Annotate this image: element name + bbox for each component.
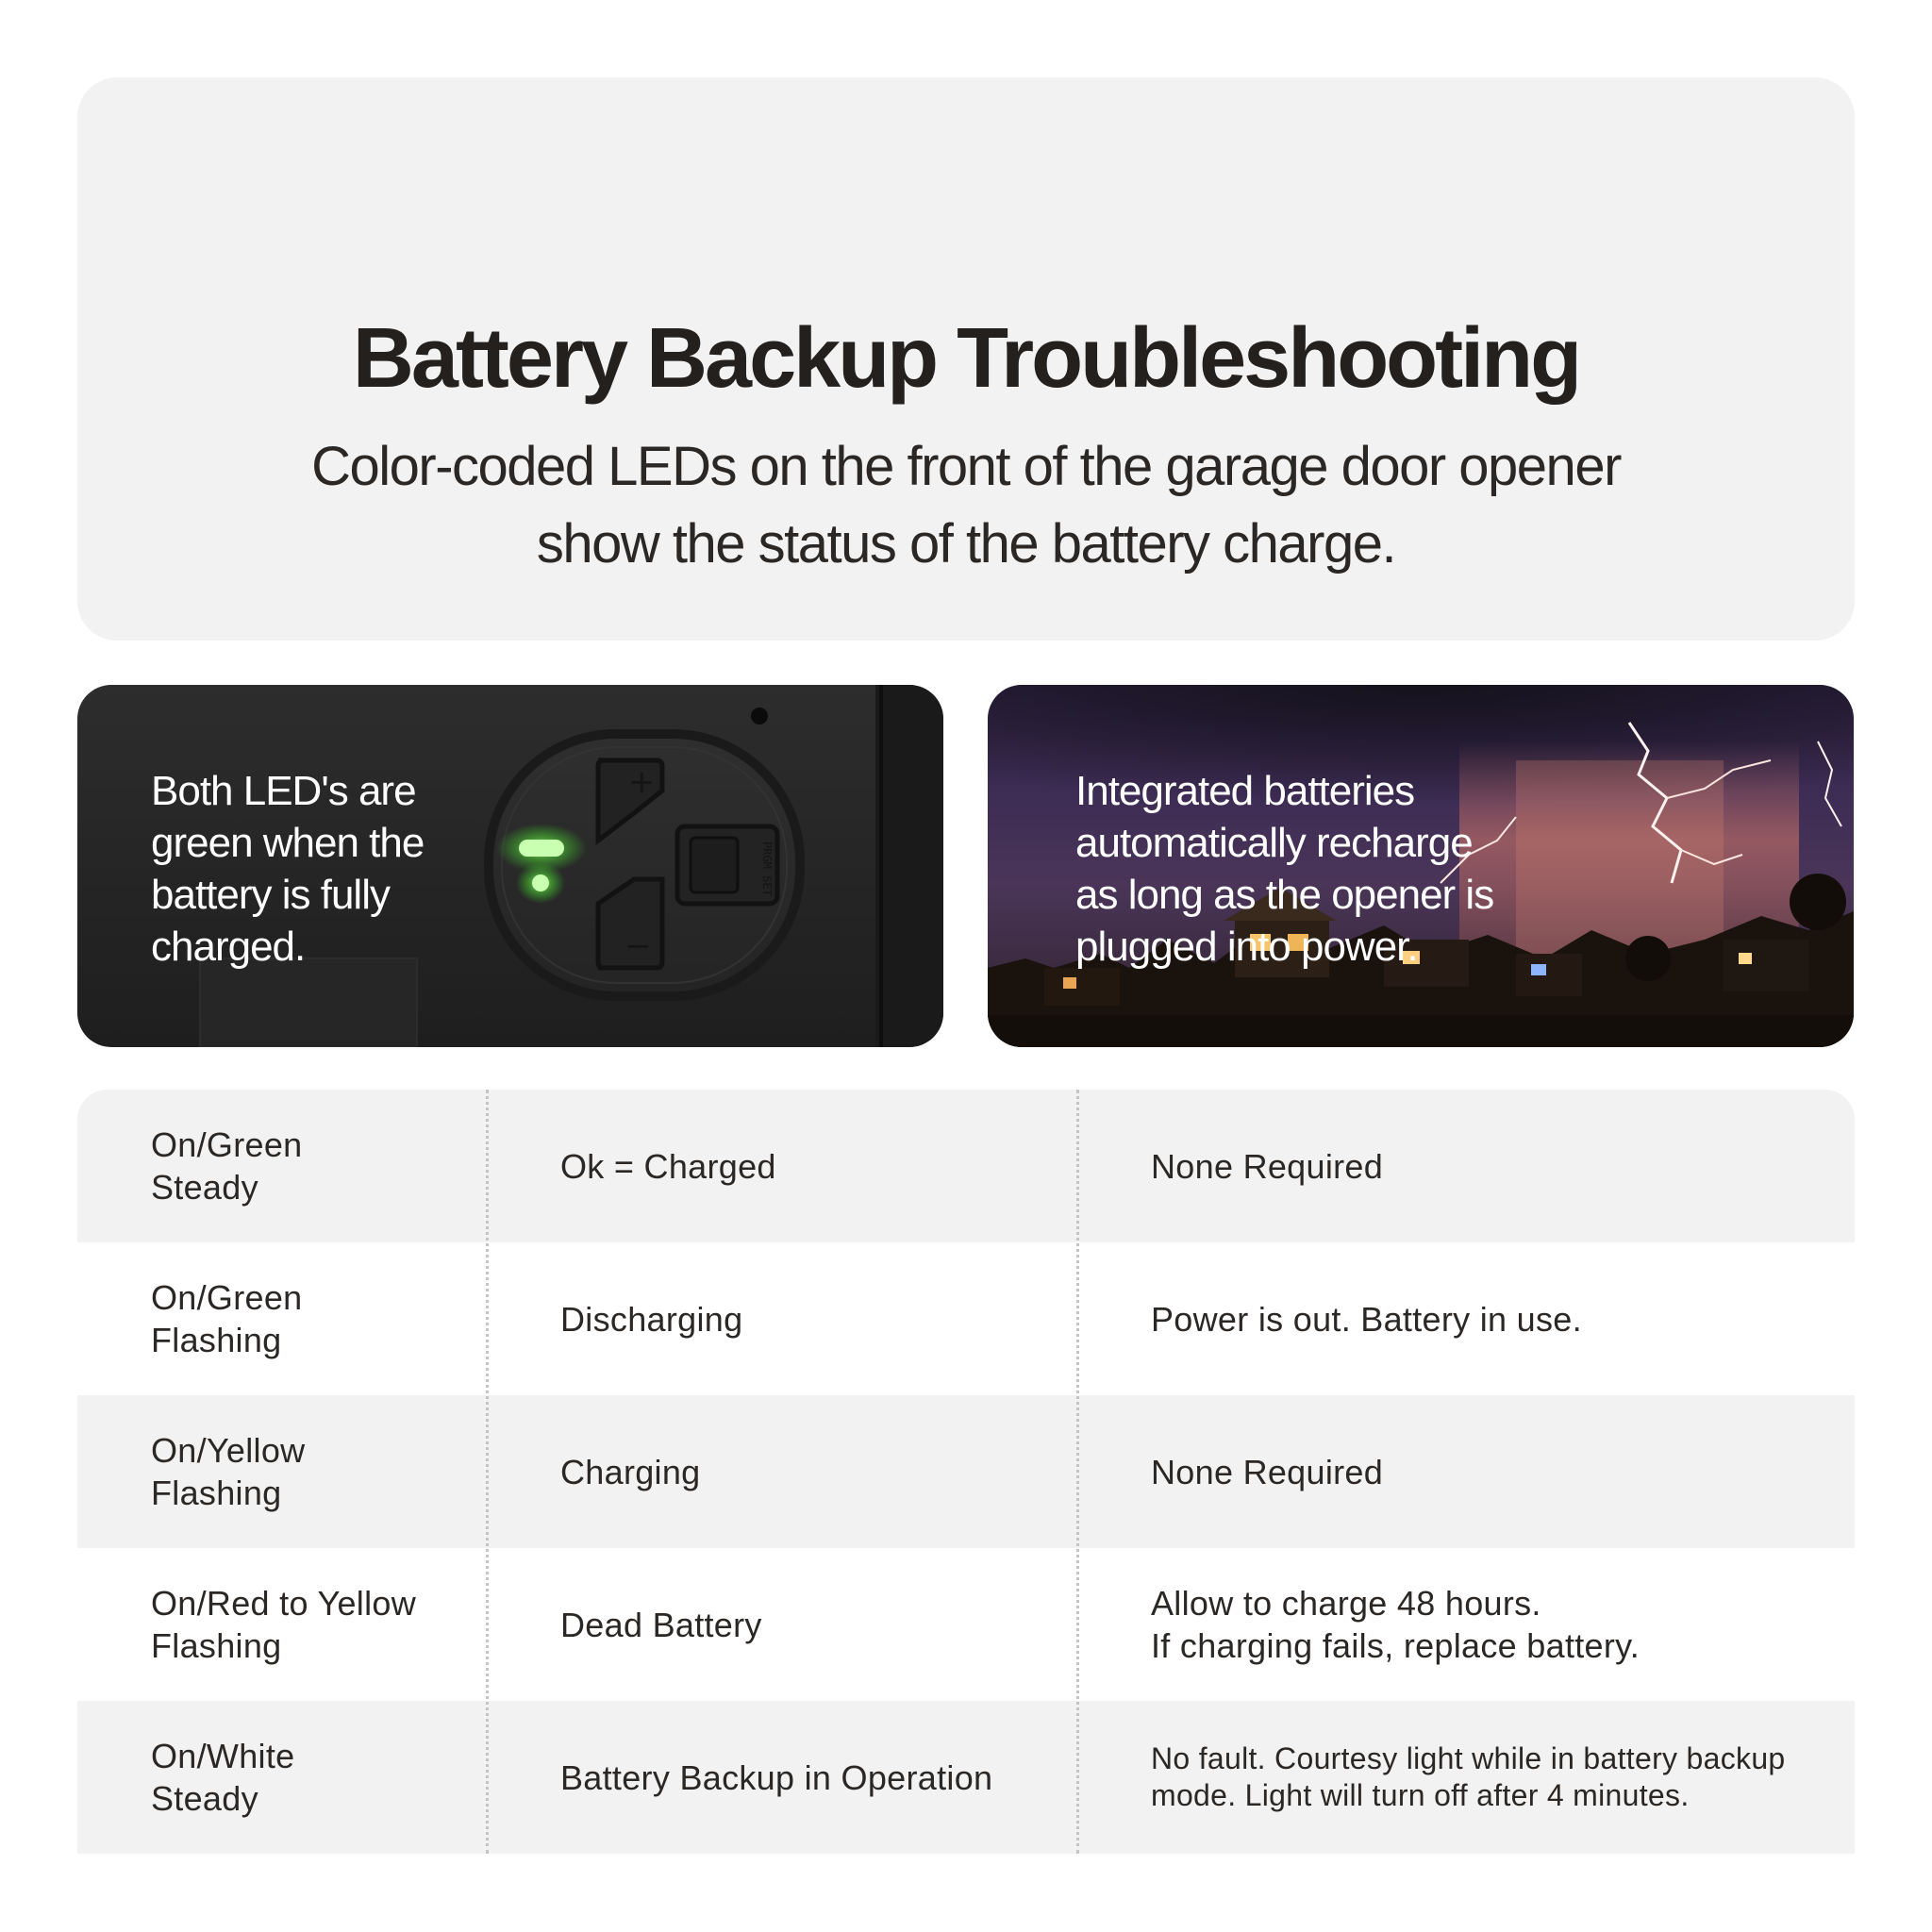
meaning-cell: [560, 1395, 1089, 1548]
action-cell: [1151, 1242, 1840, 1395]
subtitle-line: show the status of the battery charge.: [536, 513, 1396, 575]
meaning-cell: [560, 1701, 1089, 1854]
caption-line: plugged into power.: [1075, 924, 1418, 970]
action-cell: [1151, 1701, 1840, 1854]
led-status-cell: [151, 1548, 491, 1701]
cell-text: Steady: [151, 1168, 258, 1207]
storm-photo-panel: [988, 685, 1854, 1047]
svg-text:−: −: [625, 927, 652, 965]
cell-text: On/Green: [151, 1278, 303, 1317]
led-panel-caption: [151, 765, 472, 973]
table-row: [77, 1242, 1855, 1395]
cell-text: None Required: [1151, 1146, 1384, 1186]
cell-text: No fault. Courtesy light while in battery backup: [1151, 1741, 1786, 1775]
cell-text: On/Red to Yellow: [151, 1584, 416, 1623]
cell-text: On/White: [151, 1737, 295, 1775]
subtitle-line: Color-coded LEDs on the front of the garage door opener: [311, 436, 1621, 497]
action-cell: [1151, 1395, 1840, 1548]
led-status-cell: [151, 1090, 491, 1242]
table-row: [77, 1701, 1855, 1854]
prgm-set-label: PRGM SET: [760, 841, 774, 896]
cell-text: Flashing: [151, 1474, 282, 1512]
cell-text: mode. Light will turn off after 4 minutes.: [1151, 1778, 1690, 1812]
led-status-table: [77, 1090, 1855, 1854]
led-photo-panel: [77, 685, 943, 1047]
cell-text: If charging fails, replace battery.: [1151, 1626, 1641, 1665]
cell-text: Flashing: [151, 1321, 282, 1359]
led-status-cell: [151, 1395, 491, 1548]
cell-text: On/Green: [151, 1125, 303, 1164]
action-cell: [1151, 1548, 1840, 1701]
led-status-cell: [151, 1242, 491, 1395]
meaning-cell: [560, 1548, 1089, 1701]
cell-text: Discharging: [560, 1299, 743, 1339]
cell-text: On/Yellow: [151, 1431, 306, 1470]
column-divider: [1076, 1090, 1079, 1854]
header-card: [77, 77, 1855, 641]
cell-text: Dead Battery: [560, 1605, 762, 1644]
cell-text: Battery Backup in Operation: [560, 1757, 993, 1797]
meaning-cell: [560, 1090, 1089, 1242]
caption-line: Both LED's are: [151, 768, 416, 814]
storm-panel-caption: [1075, 765, 1566, 973]
caption-line: green when the: [151, 820, 425, 866]
caption-line: Integrated batteries: [1075, 768, 1415, 814]
caption-line: battery is fully: [151, 872, 390, 918]
caption-line: as long as the opener is: [1075, 872, 1494, 918]
cell-text: Flashing: [151, 1626, 282, 1665]
meaning-cell: [560, 1242, 1089, 1395]
page-title: Battery Backup Troubleshooting: [352, 311, 1580, 406]
cell-text: Ok = Charged: [560, 1146, 776, 1186]
cell-text: Power is out. Battery in use.: [1151, 1299, 1582, 1339]
column-divider: [486, 1090, 489, 1854]
action-cell: [1151, 1090, 1840, 1242]
led-status-cell: [151, 1701, 491, 1854]
cell-text: Allow to charge 48 hours.: [1151, 1584, 1541, 1623]
page-subtitle: [77, 428, 1855, 583]
table-row: [77, 1395, 1855, 1548]
table-row: [77, 1090, 1855, 1242]
svg-text:+: +: [628, 763, 656, 801]
cell-text: Charging: [560, 1452, 701, 1491]
table-row: [77, 1548, 1855, 1701]
caption-line: automatically recharge: [1075, 820, 1473, 866]
cell-text: None Required: [1151, 1452, 1384, 1491]
cell-text: Steady: [151, 1779, 258, 1818]
caption-line: charged.: [151, 924, 306, 970]
